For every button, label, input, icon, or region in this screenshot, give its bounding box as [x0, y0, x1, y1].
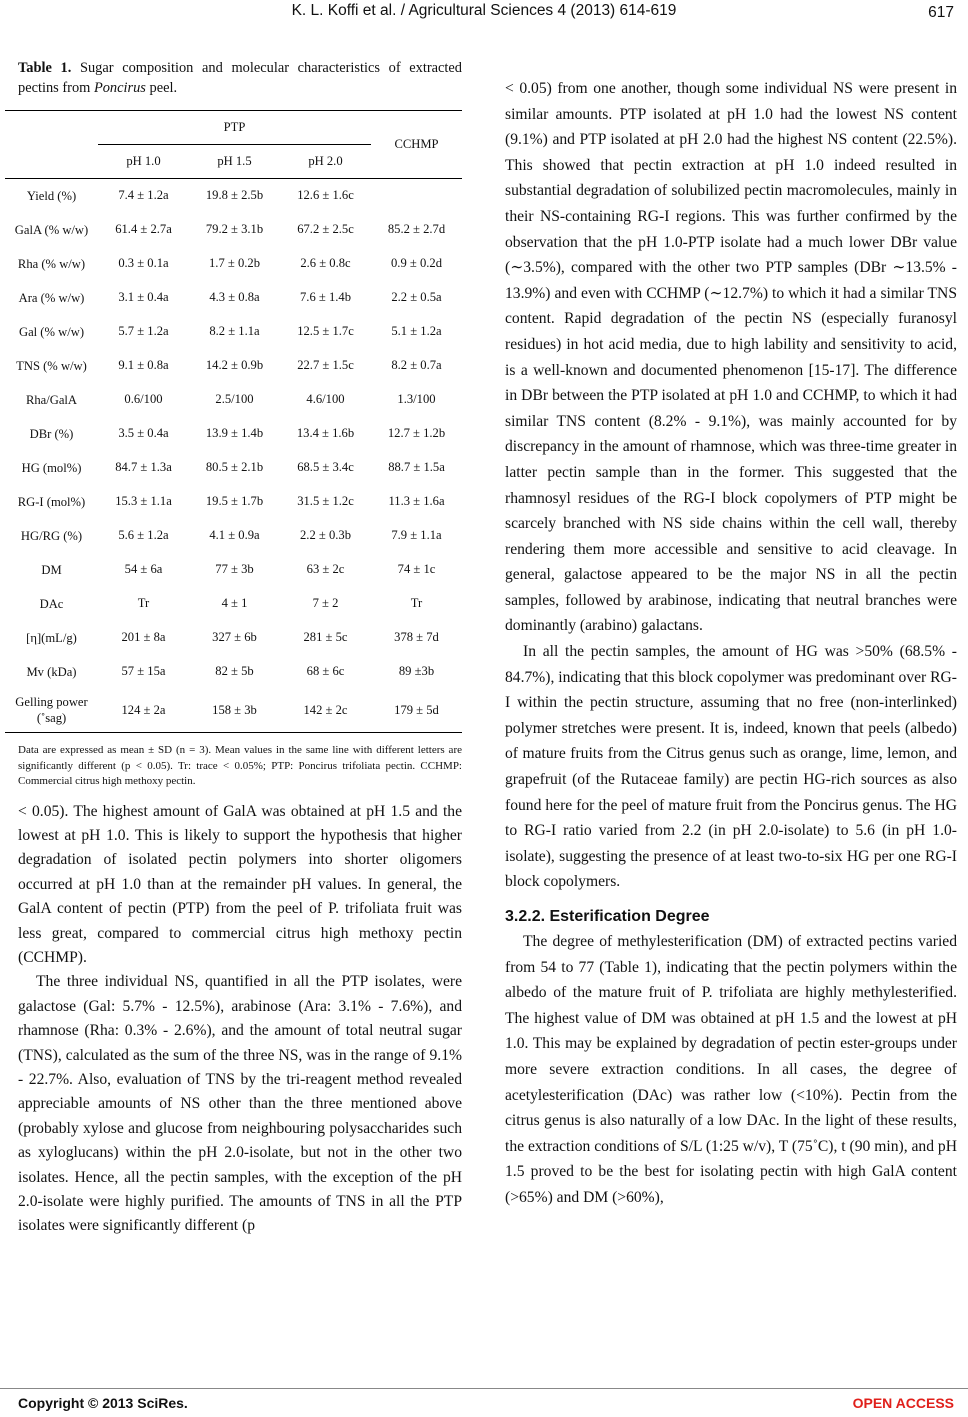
table-cell: 9.1 ± 0.8a	[118, 358, 169, 372]
running-header	[0, 0, 968, 24]
table-cell: 3.5 ± 0.4a	[118, 426, 169, 440]
table-cell: 4.6/100	[306, 392, 345, 406]
col-header: pH 1.0	[126, 154, 161, 168]
table-cell: 2.2 ± 0.5a	[391, 290, 442, 304]
table-cell: 31.5 ± 1.2c	[297, 494, 354, 508]
table-cell: 7.9 ± 1.1a	[391, 528, 442, 542]
caption-end: peel.	[145, 80, 178, 96]
page-number: 617	[928, 4, 954, 21]
table-cell: 0.6/100	[124, 392, 163, 406]
ptp-header: PTP	[98, 111, 371, 145]
table-cell: 8.2 ± 1.1a	[209, 324, 260, 338]
row-label: HG (mol%)	[21, 460, 82, 475]
copyright: Copyright © 2013 SciRes.	[18, 1395, 188, 1411]
table-cell: 4 ± 1	[221, 596, 248, 610]
table-row	[5, 451, 462, 485]
running-title: K. L. Koffi et al. / Agricultural Sciences 4 (2013) 614-619	[291, 2, 677, 19]
table-cell: 0.9 ± 0.2d	[391, 256, 442, 270]
table-cell: 201 ± 8a	[121, 630, 166, 644]
table-row	[5, 519, 462, 553]
table-cell: Tr	[137, 596, 150, 610]
table-cell: 63 ± 2c	[306, 562, 345, 576]
right-column	[505, 76, 957, 1211]
table-cell: 4.3 ± 0.8a	[209, 290, 260, 304]
left-column	[14, 58, 462, 1239]
row-label: DM	[41, 562, 62, 577]
row-label: Rha/GalA	[25, 392, 78, 407]
table-caption	[18, 58, 462, 98]
table-cell: 82 ± 5b	[215, 664, 254, 678]
section-heading: 3.2.2. Esterification Degree	[505, 908, 710, 925]
row-label: DAc	[39, 596, 64, 611]
table-cell: 85.2 ± 2.7d	[387, 222, 446, 236]
table-cell: 19.5 ± 1.7b	[205, 494, 264, 508]
table-cell: 13.4 ± 1.6b	[296, 426, 355, 440]
table-cell: 4.1 ± 0.9a	[209, 528, 260, 542]
table-cell: 2.2 ± 0.3b	[300, 528, 351, 542]
table-cell: 124 ± 2a	[121, 702, 166, 717]
caption-italic: Poncirus	[93, 80, 146, 96]
table-cell: 11.3 ± 1.6a	[388, 494, 445, 508]
table-cell: 281 ± 5c	[303, 630, 348, 644]
table-row	[5, 213, 462, 247]
table-row	[5, 281, 462, 315]
cchmp-header: CCHMP	[394, 137, 439, 151]
row-label: Yield (%)	[26, 188, 77, 203]
table-row	[5, 179, 462, 213]
row-label: HG/RG (%)	[20, 528, 83, 543]
table-cell: 7.4 ± 1.2a	[118, 188, 169, 203]
table-cell: 3.1 ± 0.4a	[118, 290, 169, 304]
table-cell: 5.6 ± 1.2a	[118, 528, 169, 542]
row-label: Mv (kDa)	[26, 664, 77, 679]
table-cell: 57 ± 15a	[121, 664, 166, 678]
paragraph: < 0.05) from one another, though some individual NS were present in similar amounts. PTP isolated at pH 1.0 had the lowest NS content (9.1%) and PTP isolated at pH 2.0 had the highest NS content (22.5%). This showed that pectin extraction at pH 1.0 indeed resulted in substantial degradation of solubilized pectin macromolecules, mainly in their NS-containing RG-I regions. This was further confirmed by the observation that the pH 1.0-PTP isolate had a much lower DBr value (∼3.5%), compared with the other two PTP samples (DBr ∼13.5% - 13.9%) and even with CCHMP (∼12.7%) to which it had a similar TNS content. Rapid degradation of the pectin NS (especially furanosyl residues) in hot acid media, due to high lability and sensitivity to acid, is a well-known and documented phenomenon [15-17]. The difference in DBr between the PTP isolated at pH 1.0 and CCHMP, to which it had similar TNS content (8.2% - 9.1%), was mainly accounted for by discrepancy in the amount of rhamnose, which was three-time greater in latter pectin sample than in the former. This suggested that the rhamnosyl residues of the RG-I block copolymers of PTP might be scarcely branched with NS side chains within the cell wall, thereby rendering them more accessible and sensitive to acid cleavage. In general, galactose appeared to be the major NS in all the pectin samples, followed by arabinose, indicating that neutral branches were dominantly (arabino) galactans.	[505, 80, 957, 635]
table-row	[5, 383, 462, 417]
table-cell: 5.7 ± 1.2a	[118, 324, 169, 338]
row-label: GalA (% w/w)	[14, 222, 89, 237]
table-cell: 22.7 ± 1.5c	[297, 358, 354, 372]
table-cell: 327 ± 6b	[212, 630, 257, 644]
table-cell: 8.2 ± 0.7a	[391, 358, 442, 372]
table-cell: 13.9 ± 1.4b	[205, 426, 264, 440]
row-label: Gal (% w/w)	[18, 324, 85, 339]
paragraph: The three individual NS, quantified in all the PTP isolates, were galactose (Gal: 5.7% - 12.5%), arabinose (Ara: 3.1% - 7.6%), and rhamnose (Rha: 0.3% - 2.6%), and the amount of total neutral sugar (TNS), calculated as the sum of the three NS, was in the range of 9.1% - 22.7%. Also, evaluation of TNS by the tri-reagent method revealed appreciable amounts of NS other than the three mentioned above (probably xylose and glucose from neighbouring polysaccharides such as xyloglucans) within the pH 2.0-isolate, but not in the other two isolates. Hence, all the pectin samples, with the exception of the pH 2.0-isolate were highly purified. The amounts of TNS in all the PTP isolates were significantly different (p	[18, 973, 462, 1235]
table-row	[5, 315, 462, 349]
table-cell: 54 ± 6a	[124, 562, 163, 576]
table-cell: 1.3/100	[397, 392, 436, 406]
sugar-composition-table	[5, 110, 462, 733]
caption-text: Sugar composition and molecular characteristics of extracted pectins from	[18, 60, 462, 96]
table-cell: 61.4 ± 2.7a	[115, 222, 172, 236]
paragraph: < 0.05). The highest amount of GalA was obtained at pH 1.5 and the lowest at pH 1.0. This is likely to support the hypothesis that higher degradation of isolated pectin polymers into shorter oligomers occurred at pH 1.0 than at the remainder pH values. In general, the GalA content of pectin (PTP) from the peel of P. trifoliata fruit was less great, compared to commercial citrus high methoxy pectin (CCHMP).	[18, 802, 462, 966]
footer-rule	[0, 1388, 968, 1389]
paragraph: The degree of methylesterification (DM) of extracted pectins varied from 54 to 77 (Table 1), indicating that the pectin polymers within the albedo of the mature fruit of P. trifoliata are highly methylesterified. The highest value of DM was obtained at pH 1.5 and the lowest at pH 1.0. This may be explained by degradation of pectin ester-groups under more severe extraction conditions. In all cases, the degree of acetylesterification (DAc) was rather low (<10%). Pectin from the citrus genus is also naturally of a low DAc. In the light of these results, the extraction conditions of S/L (1:25 w/v), T (75˚C), t (90 min), and pH 1.5 proved to be the best for isolating pectin with high GalA content (>65%) and DM (>60%),	[505, 933, 957, 1206]
table-row	[5, 485, 462, 519]
table-cell: 5.1 ± 1.2a	[391, 324, 442, 338]
table-cell: 74 ± 1c	[397, 562, 436, 576]
table-row	[5, 621, 462, 655]
col-header: pH 2.0	[308, 154, 343, 168]
table-cell: 14.2 ± 0.9b	[205, 358, 264, 372]
table-note: Data are expressed as mean ± SD (n = 3). Mean values in the same line with different letters are significantly different (p < 0.05). Tr: trace < 0.05%; PTP: Poncirus trifoliata pectin. CCHMP: Commercial citrus high methoxy pectin.	[18, 744, 462, 787]
table-cell: 0.3 ± 0.1a	[118, 256, 169, 270]
row-label: Ara (% w/w)	[18, 290, 85, 305]
row-label: [η](mL/g)	[26, 630, 77, 645]
table-cell: 378 ± 7d	[394, 630, 439, 644]
table-row	[5, 587, 462, 621]
table-cell: 158 ± 3b	[212, 702, 257, 717]
caption-label: Table 1.	[18, 60, 72, 76]
table-cell: 79.2 ± 3.1b	[205, 222, 264, 236]
table-cell: 2.6 ± 0.8c	[300, 256, 351, 270]
table-row	[5, 417, 462, 451]
open-access-label: OPEN ACCESS	[852, 1395, 954, 1411]
table-row	[5, 655, 462, 689]
left-body	[18, 800, 462, 1239]
table-cell: 142 ± 2c	[303, 702, 348, 717]
table-row	[5, 247, 462, 281]
table-cell: 88.7 ± 1.5a	[388, 460, 445, 474]
table-cell: 80.5 ± 2.1b	[205, 460, 264, 474]
table-cell: 7 ± 2	[312, 596, 339, 610]
table-cell: 7.6 ± 1.4b	[300, 290, 351, 304]
table-cell: 1.7 ± 0.2b	[209, 256, 260, 270]
row-label: RG-I (mol%)	[17, 494, 86, 509]
table-cell: 12.5 ± 1.7c	[297, 324, 354, 338]
row-label: Gelling power (˚sag)	[15, 695, 88, 726]
table-cell: 12.6 ± 1.6c	[297, 188, 354, 203]
table-cell: 84.7 ± 1.3a	[115, 460, 172, 474]
paragraph: In all the pectin samples, the amount of HG was >50% (68.5% - 84.7%), indicating that this block copolymer was predominant over RG-I within the pectin structure, assuming that no free (non-interlinked) polymer stretches were present. It is, indeed, known that peels (albedo) of mature fruits from the Citrus genus such as orange, lime, lemon, and grapefruit (of the Rutaceae family) are pectin HG-rich sources as also found here for the peel of mature fruit from the Poncirus genus. The HG to RG-I ratio varied from 2.2 (in pH 2.0-isolate) to 5.6 (in pH 1.0-isolate), suggesting the presence of at least two-to-six HG per one RG-I block copolymers.	[505, 643, 957, 891]
table-cell: 67.2 ± 2.5c	[297, 222, 354, 236]
table-row	[5, 553, 462, 587]
table-cell: 179 ± 5d	[394, 702, 439, 717]
table-cell: 68.5 ± 3.4c	[297, 460, 354, 474]
table-cell: 12.7 ± 1.2b	[387, 426, 446, 440]
table-row	[5, 349, 462, 383]
row-label: TNS (% w/w)	[16, 358, 87, 373]
row-label: DBr (%)	[29, 426, 74, 441]
table-cell: 68 ± 6c	[306, 664, 345, 678]
col-header: pH 1.5	[217, 154, 252, 168]
table-cell: 2.5/100	[215, 392, 254, 406]
table-cell: Tr	[410, 596, 423, 610]
table-cell: 89 ±3b	[398, 664, 435, 678]
table-cell: 19.8 ± 2.5b	[205, 188, 264, 203]
table-cell	[371, 179, 462, 213]
table-row	[5, 689, 462, 733]
table-cell: 77 ± 3b	[215, 562, 254, 576]
table-cell: 15.3 ± 1.1a	[115, 494, 172, 508]
row-label: Rha (% w/w)	[17, 256, 86, 271]
